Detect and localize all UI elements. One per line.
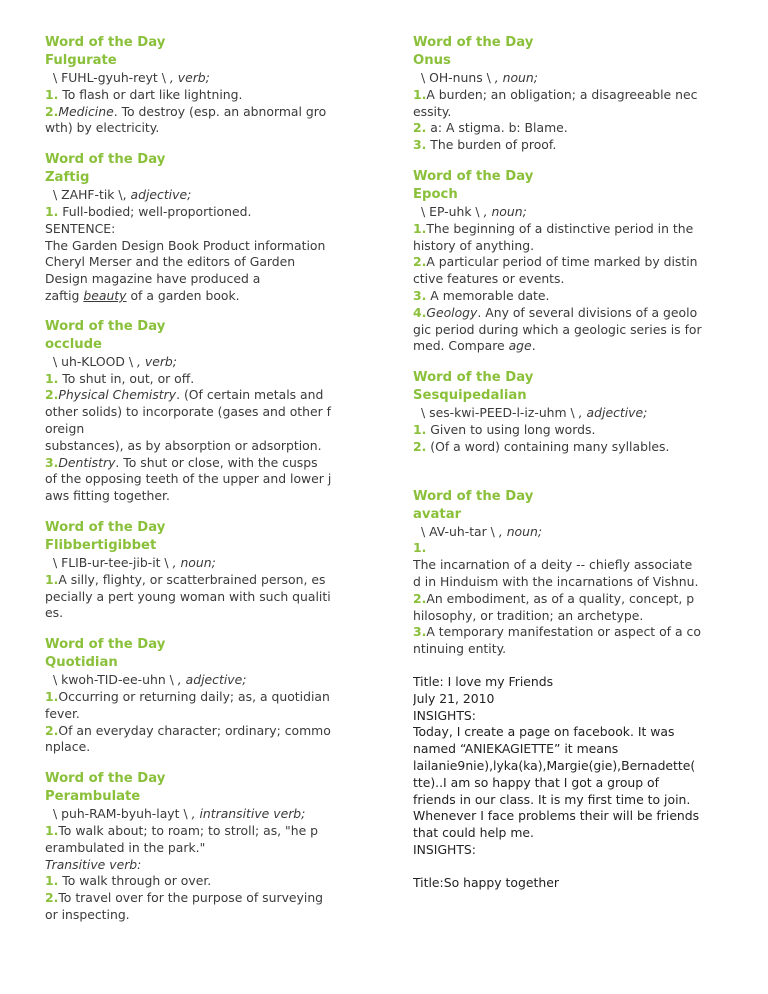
part-of-speech: , intransitive verb; [191, 806, 306, 822]
word-of-the-day-heading: Word of the Day [413, 370, 534, 386]
pronunciation-line [45, 806, 365, 823]
definition-line [413, 305, 735, 322]
word-entry [413, 369, 735, 455]
journal-line: Whenever I face problems their will be friends [413, 808, 700, 824]
definition-text: Occurring or returning daily; as, a quotidian [58, 688, 330, 704]
definition-line [413, 104, 735, 121]
left-column [45, 34, 365, 924]
definition-line [45, 421, 365, 438]
definition-number: 3. [413, 137, 427, 153]
entry-word: Perambulate [45, 789, 141, 805]
definition-line [413, 271, 735, 288]
pronunciation-line [45, 354, 365, 371]
definition-number: 1. [45, 688, 59, 704]
pronunciation: \ uh-KLOOD \ [53, 353, 134, 369]
word-of-the-day-heading: Word of the Day [45, 318, 166, 334]
definition-line [45, 387, 365, 404]
definition-line [413, 540, 735, 557]
journal-line: tte)..I am so happy that I got a group of [413, 774, 660, 790]
italic-term: Transitive verb: [45, 856, 142, 872]
definition-line [45, 471, 365, 488]
italic-term: Dentistry [58, 454, 116, 470]
definition-text: es. [45, 605, 64, 621]
italic-term: Medicine [58, 103, 114, 119]
definition-text: A particular period of time marked by distin [426, 254, 698, 270]
definition-line [45, 271, 365, 288]
definition-text: nplace. [45, 739, 91, 755]
definition-number: 1. [45, 571, 59, 587]
definition-line [45, 488, 365, 505]
definition-line [413, 422, 735, 439]
journal-line: July 21, 2010 [413, 690, 495, 706]
definition-line [413, 238, 735, 255]
definition-line [45, 907, 365, 924]
definition-line [45, 873, 365, 890]
word-of-the-day-heading: Word of the Day [45, 152, 166, 168]
definition-text: Full-bodied; well-proportioned. [58, 203, 252, 219]
definition-line [45, 823, 365, 840]
definition-text: essity. [413, 103, 452, 119]
definition-text: med. Compare [413, 338, 509, 354]
word-of-the-day-heading: Word of the Day [45, 519, 166, 535]
definition-text: other solids) to incorporate (gases and other f [45, 404, 332, 420]
definition-line [413, 120, 735, 137]
definition-text: A burden; an obligation; a disagreeable nec [426, 86, 698, 102]
entry-word: Zaftig [45, 170, 90, 186]
definition-text: An embodiment, as of a quality, concept, p [426, 590, 695, 606]
definition-number: 1. [45, 873, 59, 889]
definition-text: history of anything. [413, 237, 535, 253]
definition-text: A temporary manifestation or aspect of a co [426, 624, 701, 640]
definition-line [413, 624, 735, 641]
definition-text: . To destroy (esp. an abnormal gro [113, 103, 327, 119]
definition-text: substances), as by absorption or adsorption. [45, 437, 322, 453]
definition-text: The beginning of a distinctive period in the [426, 220, 694, 236]
entry-word: occlude [45, 336, 102, 352]
definition-number: 1. [413, 421, 427, 437]
journal-line: that could help me. [413, 825, 534, 841]
definition-line [45, 890, 365, 907]
definition-line [45, 455, 365, 472]
journal-line: friends in our class. It is my first time to join. [413, 791, 691, 807]
definition-text: To flash or dart like lightning. [58, 86, 243, 102]
pronunciation: \ ses-kwi-PEED-l-iz-uhm \ [421, 405, 575, 421]
italic-term: Geology [426, 304, 478, 320]
pronunciation-line [45, 70, 365, 87]
definition-text: A silly, flighty, or scatterbrained person, es [58, 571, 326, 587]
word-entry [45, 34, 365, 137]
definition-line [45, 238, 365, 255]
definition-text: fever. [45, 705, 80, 721]
right-column [413, 34, 735, 892]
word-of-the-day-heading: Word of the Day [45, 637, 166, 653]
definition-text: wth) by electricity. [45, 120, 160, 136]
word-entry [413, 34, 735, 154]
definition-text: The incarnation of a deity -- chiefly associate [413, 557, 693, 573]
definition-text: gic period during which a geologic series is for [413, 321, 702, 337]
definition-line [413, 137, 735, 154]
pronunciation-line [413, 204, 735, 221]
definition-line [45, 689, 365, 706]
definition-line [45, 605, 365, 622]
word-entry [45, 318, 365, 505]
definition-line [45, 404, 365, 421]
definition-line [413, 574, 735, 591]
journal-line: INSIGHTS: [413, 841, 476, 857]
definition-number: 1. [413, 220, 427, 236]
definition-line [413, 322, 735, 339]
part-of-speech: , noun; [498, 523, 543, 539]
definition-text: erambulated in the park." [45, 839, 206, 855]
underlined-word: beauty [83, 287, 127, 303]
definition-text: . (Of certain metals and [176, 387, 324, 403]
definition-text: Of an everyday character; ordinary; commo [58, 722, 331, 738]
word-of-the-day-heading: Word of the Day [45, 771, 166, 787]
definition-number: 3. [413, 624, 427, 640]
definition-number: 1. [45, 370, 59, 386]
definition-text: d in Hinduism with the incarnations of Vishnu. [413, 573, 699, 589]
definition-text: pecially a pert young woman with such qualiti [45, 588, 331, 604]
pronunciation: \ kwoh-TID-ee-uhn \ [53, 672, 174, 688]
definition-text: To travel over for the purpose of surveying [58, 890, 324, 906]
definition-text: The burden of proof. [426, 137, 557, 153]
definition-line [413, 439, 735, 456]
word-entry [45, 151, 365, 305]
definition-text: . To shut or close, with the cusps [115, 454, 318, 470]
word-entry [45, 519, 365, 622]
word-entry [413, 488, 735, 658]
definition-line [413, 641, 735, 658]
italic-term: Physical Chemistry [58, 387, 177, 403]
definition-number: 2. [45, 890, 59, 906]
journal-line: Title: I love my Friends [413, 673, 554, 689]
definition-line [45, 840, 365, 857]
definition-line [45, 204, 365, 221]
definition-number: 3. [45, 454, 59, 470]
definition-number: 2. [413, 590, 427, 606]
definition-line [45, 572, 365, 589]
definition-text: A memorable date. [426, 287, 550, 303]
pronunciation-line [45, 187, 365, 204]
definition-line [45, 87, 365, 104]
definition-line [45, 221, 365, 238]
word-of-the-day-heading: Word of the Day [45, 35, 166, 50]
definition-number: 1. [413, 540, 427, 556]
word-entry [413, 168, 735, 355]
definition-line [413, 608, 735, 625]
definition-text: zaftig [45, 287, 84, 303]
definition-line [413, 221, 735, 238]
pronunciation-line [413, 524, 735, 541]
pronunciation: \ FLIB-ur-tee-jib-it \ [53, 554, 169, 570]
entry-word: Fulgurate [45, 53, 117, 68]
definition-number: 2. [413, 254, 427, 270]
word-of-the-day-heading: Word of the Day [413, 168, 534, 184]
definition-line [45, 104, 365, 121]
definition-text: . Any of several divisions of a geolo [477, 304, 698, 320]
definition-line [413, 557, 735, 574]
definition-text: Design magazine have produced a [45, 271, 261, 287]
entry-word: Quotidian [45, 655, 118, 671]
pronunciation-line [413, 405, 735, 422]
part-of-speech: , adjective; [177, 672, 247, 688]
pronunciation: \ ZAHF-tik \, [53, 187, 127, 203]
definition-number: 2. [413, 438, 427, 454]
definition-text: of a garden book. [126, 287, 240, 303]
definition-line [45, 857, 365, 874]
pronunciation-line [413, 70, 735, 87]
definition-text: a: A stigma. b: Blame. [426, 120, 568, 136]
definition-line [45, 254, 365, 271]
definition-number: 1. [413, 86, 427, 102]
entry-word: avatar [413, 506, 462, 522]
definition-text: hilosophy, or tradition; an archetype. [413, 607, 644, 623]
definition-line [413, 87, 735, 104]
journal-line: named “ANIEKAGIETTE” it means [413, 741, 619, 757]
definition-number: 2. [413, 120, 427, 136]
part-of-speech: , noun; [483, 203, 527, 219]
journal-line [413, 859, 735, 876]
definition-number: 1. [45, 822, 59, 838]
definition-line [45, 706, 365, 723]
definition-line [413, 338, 735, 355]
definition-text: Cheryl Merser and the editors of Garden [45, 254, 296, 270]
entry-word: Flibbertigibbet [45, 537, 157, 553]
pronunciation: \ AV-uh-tar \ [421, 523, 495, 539]
definition-line [45, 120, 365, 137]
definition-number: 4. [413, 304, 427, 320]
definition-text: ctive features or events. [413, 271, 565, 287]
definition-line [45, 288, 365, 305]
definition-text: (Of a word) containing many syllables. [426, 438, 670, 454]
definition-line [45, 589, 365, 606]
part-of-speech: , noun; [494, 70, 538, 85]
definition-text: or inspecting. [45, 906, 130, 922]
journal-entry [413, 674, 735, 892]
journal-line: INSIGHTS: [413, 707, 476, 723]
part-of-speech: , verb; [169, 70, 210, 85]
entry-word: Epoch [413, 186, 458, 202]
part-of-speech: , noun; [172, 554, 216, 570]
definition-number: 2. [45, 722, 59, 738]
definition-text: The Garden Design Book Product information [45, 237, 326, 253]
definition-number: 2. [45, 103, 59, 119]
definition-text: SENTENCE: [45, 220, 116, 236]
definition-text: aws fitting together. [45, 488, 170, 504]
pronunciation: \ EP-uhk \ [421, 203, 480, 219]
word-entry [45, 770, 365, 924]
definition-text: ntinuing entity. [413, 641, 507, 657]
journal-line: Title:So happy together [413, 875, 559, 891]
definition-number: 1. [45, 86, 59, 102]
word-entry [45, 636, 365, 756]
definition-text: To walk through or over. [58, 873, 212, 889]
pronunciation-line [45, 555, 365, 572]
definition-text: To shut in, out, or off. [58, 370, 195, 386]
part-of-speech: , verb; [137, 353, 177, 369]
entry-word: Sesquipedalian [413, 388, 527, 404]
definition-number: 2. [45, 387, 59, 403]
word-of-the-day-heading: Word of the Day [413, 488, 534, 504]
italic-term: age [508, 338, 532, 354]
entry-word: Onus [413, 53, 451, 68]
definition-line [45, 739, 365, 756]
pronunciation: \ OH-nuns \ [421, 70, 491, 85]
definition-number: 3. [413, 287, 427, 303]
journal-line: lailanie9nie),lyka(ka),Margie(gie),Bernadette( [413, 757, 696, 773]
definition-line [413, 254, 735, 271]
word-of-the-day-heading: Word of the Day [413, 35, 534, 50]
definition-line [45, 438, 365, 455]
definition-line [413, 591, 735, 608]
journal-line: Today, I create a page on facebook. It was [413, 724, 675, 740]
definition-line [413, 288, 735, 305]
definition-number: 1. [45, 203, 59, 219]
pronunciation: \ FUHL-gyuh-reyt \ [53, 70, 166, 85]
definition-text: of the opposing teeth of the upper and lower j [45, 471, 332, 487]
definition-text: To walk about; to roam; to stroll; as, "he p [58, 822, 319, 838]
definition-line [45, 371, 365, 388]
definition-text: . [531, 338, 536, 354]
pronunciation-line [45, 672, 365, 689]
definition-text: Given to using long words. [426, 421, 596, 437]
part-of-speech: , adjective; [578, 405, 648, 421]
definition-text: oreign [45, 420, 85, 436]
definition-line [45, 723, 365, 740]
part-of-speech: adjective; [130, 187, 192, 203]
pronunciation: \ puh-RAM-byuh-layt \ [53, 806, 188, 822]
